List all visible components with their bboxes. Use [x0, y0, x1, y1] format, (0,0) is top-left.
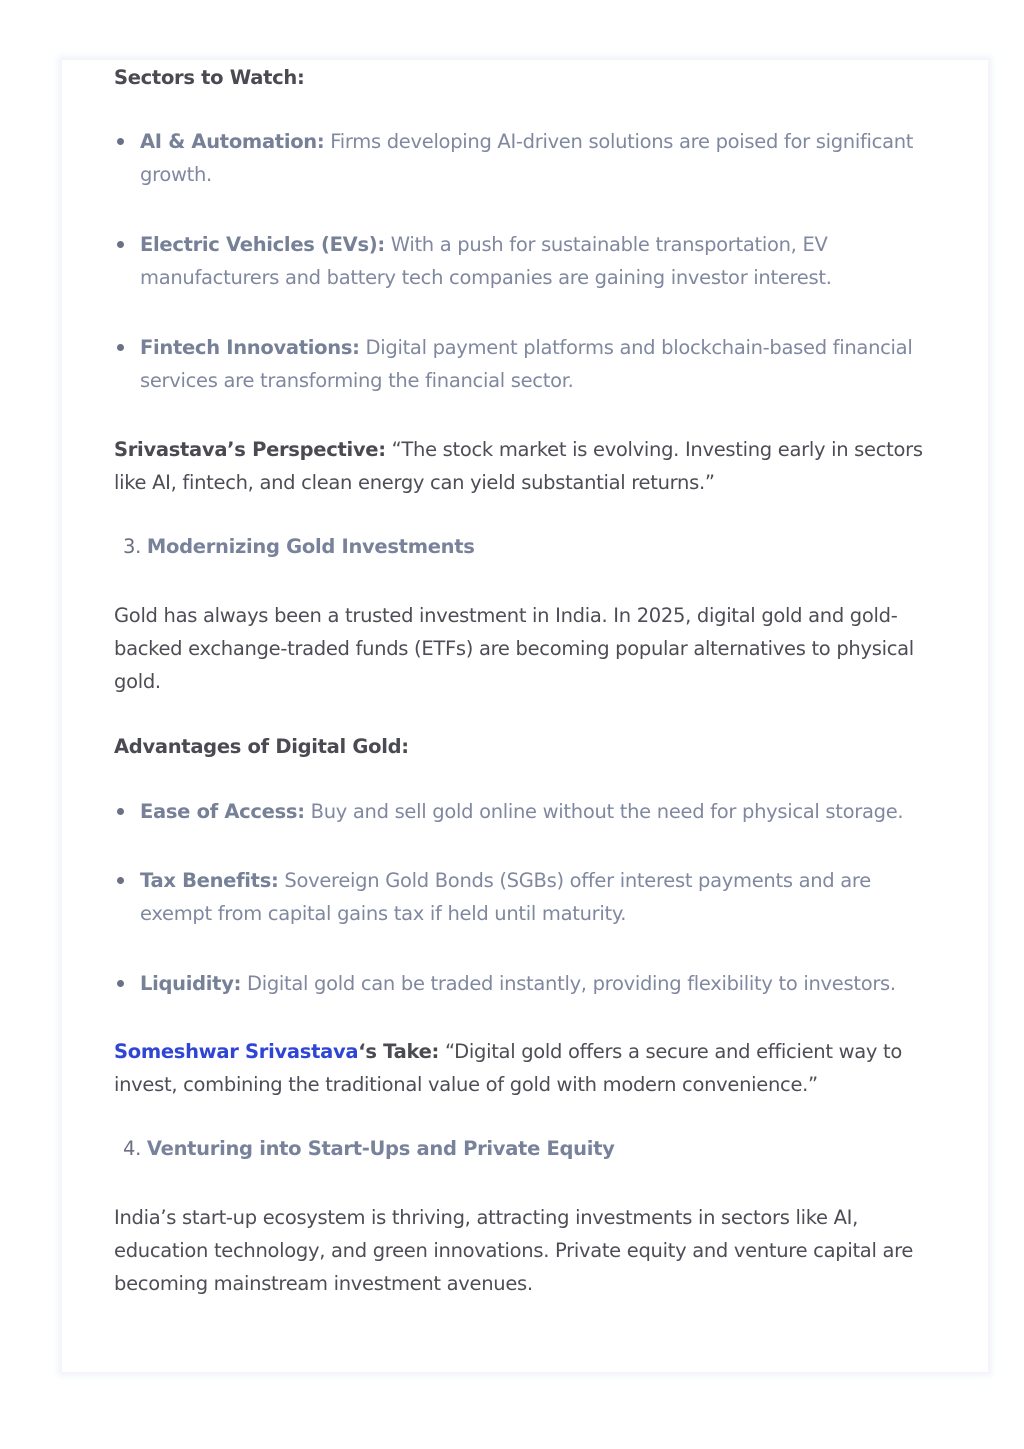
list-item — [114, 331, 944, 397]
article-content — [114, 61, 944, 1300]
advantages-heading: Advantages of Digital Gold: — [114, 735, 409, 758]
list-item-text: Buy and sell gold online without the need for physical storage. — [304, 800, 904, 823]
list-item-text: Digital payment platforms and blockchain-based financial services are transforming the financial sector. — [140, 336, 913, 392]
sectors-list — [114, 125, 944, 397]
list-item-label: Liquidity: — [140, 972, 242, 995]
list-item — [114, 967, 944, 1000]
sectors-heading: Sectors to Watch: — [114, 66, 305, 89]
take-quote: “Digital gold offers a secure and efficient way to invest, combining the traditional value of gold with modern convenience.” — [114, 1040, 902, 1096]
perspective-paragraph — [114, 433, 944, 499]
perspective-label: Srivastava’s Perspective: — [114, 438, 386, 461]
take-label: ‘s Take: — [358, 1040, 440, 1063]
list-item-text: Firms developing AI-driven solutions are poised for significant growth. — [140, 130, 914, 186]
section-title: Modernizing Gold Investments — [146, 535, 475, 558]
section-title: Venturing into Start-Ups and Private Equity — [146, 1137, 615, 1160]
list-item-label: AI & Automation: — [140, 130, 325, 153]
list-item-label: Tax Benefits: — [140, 869, 279, 892]
list-item — [114, 864, 944, 930]
section-3-paragraph: Gold has always been a trusted investment in India. In 2025, digital gold and gold-backed exchange-traded funds (ETFs) are becoming popular alternatives to physical gold. — [114, 604, 914, 693]
take-paragraph — [114, 1035, 944, 1101]
section-number: 3. — [123, 535, 142, 558]
list-item-text: Digital gold can be traded instantly, providing flexibility to investors. — [241, 972, 896, 995]
section-number: 4. — [123, 1137, 142, 1160]
list-item — [114, 125, 944, 191]
list-item-text: Sovereign Gold Bonds (SGBs) offer interest payments and are exempt from capital gains tax if held until maturity. — [140, 869, 871, 925]
list-item-text: With a push for sustainable transportation, EV manufacturers and battery tech companies are gaining investor interest. — [140, 233, 832, 289]
list-item-label: Fintech Innovations: — [140, 336, 360, 359]
section-heading-4 — [114, 1132, 944, 1165]
advantages-list — [114, 795, 944, 1000]
section-4-paragraph: India’s start-up ecosystem is thriving, attracting investments in sectors like AI, education technology, and green innovations. Private equity and venture capital are becoming mainstream investment avenues. — [114, 1206, 914, 1295]
section-heading-3 — [114, 530, 944, 563]
list-item-label: Electric Vehicles (EVs): — [140, 233, 385, 256]
author-link[interactable]: Someshwar Srivastava — [114, 1040, 359, 1063]
list-item — [114, 795, 944, 828]
list-item — [114, 228, 944, 294]
perspective-quote: “The stock market is evolving. Investing early in sectors like AI, fintech, and clean energy can yield substantial returns.” — [114, 438, 923, 494]
list-item-label: Ease of Access: — [140, 800, 305, 823]
